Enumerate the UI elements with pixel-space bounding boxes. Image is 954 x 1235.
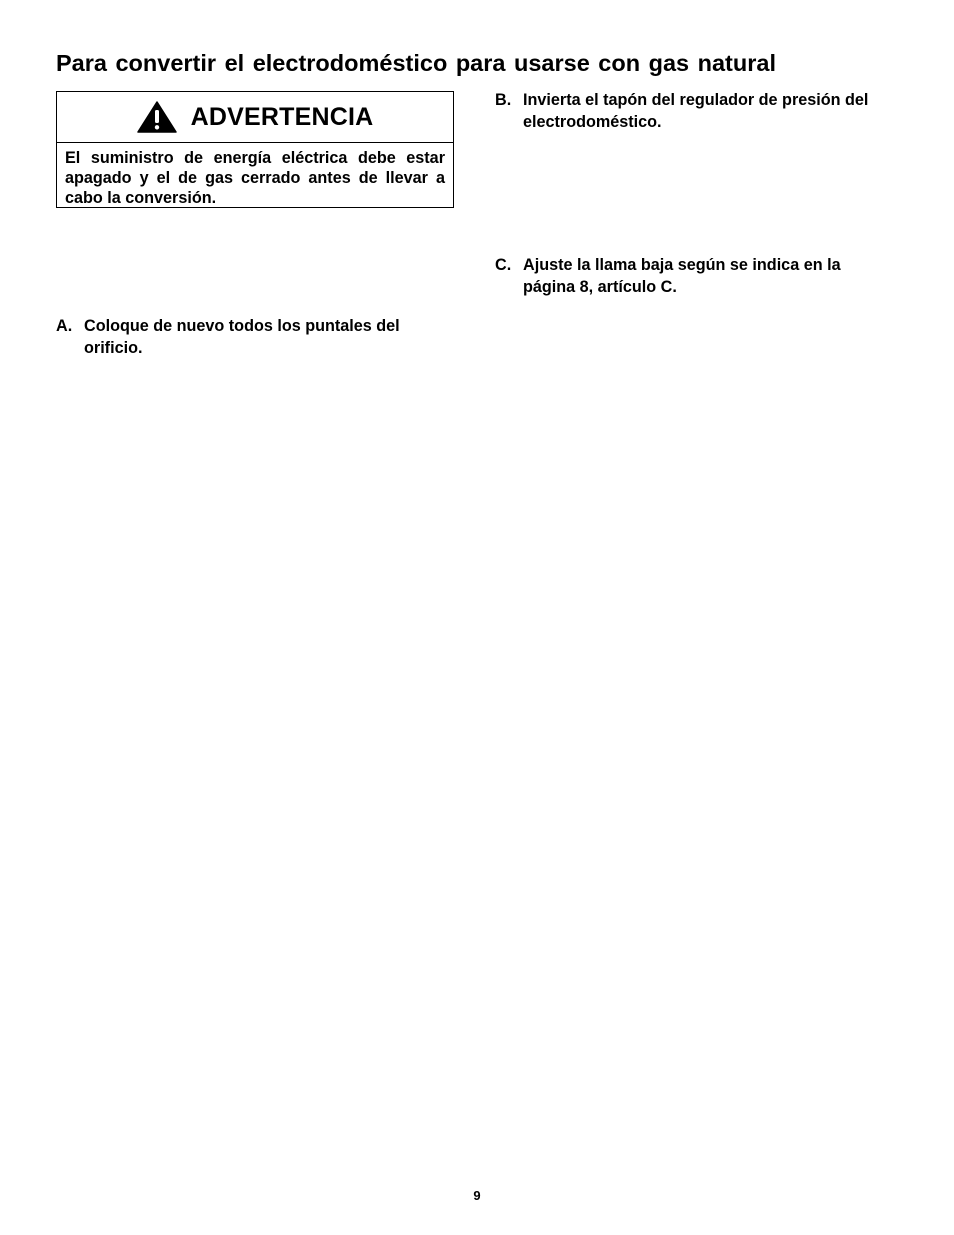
step-letter: B. [495,91,512,109]
step-text: Ajuste la llama baja según se indica en la página 8, artículo C. [523,256,841,296]
step-a [56,315,458,359]
step-text: Coloque de nuevo todos los puntales del orificio. [84,317,400,357]
page-title: Para convertir el electrodoméstico para usarse con gas natural [56,50,776,76]
step-letter: A. [56,317,73,335]
step-c [495,254,897,298]
warning-box [56,91,454,208]
warning-triangle-icon [137,101,177,133]
page-number: 9 [473,1188,481,1203]
step-text: Invierta el tapón del regulador de presión del electrodoméstico. [523,91,869,131]
warning-header [57,92,453,143]
warning-text: El suministro de energía eléctrica debe estar apagado y el de gas cerrado antes de llevar a cabo la conversión. [65,149,445,207]
warning-heading: ADVERTENCIA [190,102,374,131]
step-b [495,89,897,133]
step-letter: C. [495,256,512,274]
